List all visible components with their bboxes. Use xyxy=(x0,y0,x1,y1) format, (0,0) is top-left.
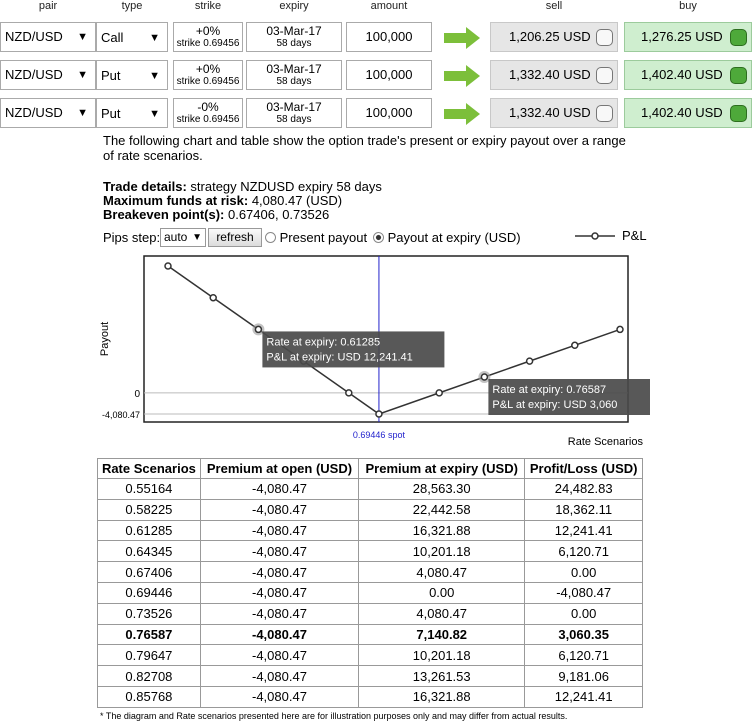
table-cell: 0.73526 xyxy=(98,603,201,624)
table-cell: 6,120.71 xyxy=(525,541,643,562)
table-cell: -4,080.47 xyxy=(200,686,358,707)
table-cell: 7,140.82 xyxy=(359,624,525,645)
buy-price[interactable]: 1,402.40 USD xyxy=(624,60,752,90)
column-header: Profit/Loss (USD) xyxy=(525,459,643,479)
header-sell: sell xyxy=(545,0,563,12)
header-type: type xyxy=(121,0,143,12)
table-row xyxy=(98,686,643,707)
table-cell: 0.67406 xyxy=(98,562,201,583)
trade-row xyxy=(0,22,754,58)
header-buy: buy xyxy=(679,0,697,12)
table-cell: -4,080.47 xyxy=(200,479,358,500)
table-row xyxy=(98,582,643,603)
table-cell: 0.82708 xyxy=(98,666,201,687)
buy-price[interactable]: 1,402.40 USD xyxy=(624,98,752,128)
table-cell: -4,080.47 xyxy=(200,499,358,520)
data-point xyxy=(376,411,382,417)
legend-label: P&L xyxy=(622,228,647,243)
arrow-right-icon xyxy=(444,27,480,49)
amount-input[interactable]: 100,000 xyxy=(346,98,432,128)
column-header: Premium at expiry (USD) xyxy=(359,459,525,479)
tooltip-line: P&L at expiry: USD 12,241.41 xyxy=(266,351,413,364)
table-cell: 6,120.71 xyxy=(525,645,643,666)
amount-input[interactable]: 100,000 xyxy=(346,60,432,90)
type-select[interactable]: Put ▼ xyxy=(96,98,168,128)
column-header: Rate Scenarios xyxy=(98,459,201,479)
chevron-down-icon: ▼ xyxy=(77,69,88,81)
expiry-field[interactable]: 03-Mar-17 58 days xyxy=(246,60,342,90)
trade-row xyxy=(0,60,754,96)
checkbox-icon[interactable] xyxy=(596,29,613,46)
table-row xyxy=(98,562,643,583)
pair-select[interactable]: NZD/USD ▼ xyxy=(0,60,96,90)
tooltip-line: Rate at expiry: 0.76587 xyxy=(492,384,607,397)
table-cell: 0.58225 xyxy=(98,499,201,520)
table-cell: 9,181.06 xyxy=(525,666,643,687)
chevron-down-icon: ▼ xyxy=(149,108,160,120)
table-cell: 10,201.18 xyxy=(359,645,525,666)
data-point xyxy=(617,326,623,332)
refresh-button[interactable]: refresh xyxy=(208,228,262,247)
intro-line-2: of rate scenarios. xyxy=(103,148,203,163)
table-cell: 0.64345 xyxy=(98,541,201,562)
chevron-down-icon: ▼ xyxy=(149,32,160,44)
chevron-down-icon: ▼ xyxy=(192,232,202,243)
table-row xyxy=(98,541,643,562)
payout-chart xyxy=(90,254,650,450)
checkbox-icon[interactable] xyxy=(596,105,613,122)
y-axis-label: Payout xyxy=(99,321,111,357)
table-row xyxy=(98,666,643,687)
table-cell: -4,080.47 xyxy=(200,645,358,666)
buy-price[interactable]: 1,276.25 USD xyxy=(624,22,752,52)
present-payout-radio[interactable]: Present payout xyxy=(265,230,367,245)
expiry-payout-radio[interactable]: Payout at expiry (USD) xyxy=(373,230,521,245)
strike-field[interactable]: +0% strike 0.69456 xyxy=(173,60,243,90)
table-row xyxy=(98,499,643,520)
sell-price[interactable]: 1,206.25 USD xyxy=(490,22,618,52)
type-select[interactable]: Call ▼ xyxy=(96,22,168,52)
table-cell: -4,080.47 xyxy=(200,603,358,624)
tooltip-line: Rate at expiry: 0.61285 xyxy=(266,336,381,349)
table-cell: -4,080.47 xyxy=(525,582,643,603)
footnote: * The diagram and Rate scenarios presented here are for illustration purposes only and may differ from actual results. xyxy=(100,711,568,721)
table-cell: 0.79647 xyxy=(98,645,201,666)
x-axis-label: Rate Scenarios xyxy=(567,436,643,448)
table-row xyxy=(98,645,643,666)
table-cell: 0.76587 xyxy=(98,624,201,645)
table-row xyxy=(98,520,643,541)
checkbox-icon[interactable] xyxy=(596,67,613,84)
expiry-field[interactable]: 03-Mar-17 58 days xyxy=(246,98,342,128)
table-cell: 0.85768 xyxy=(98,686,201,707)
table-cell: -4,080.47 xyxy=(200,624,358,645)
chevron-down-icon: ▼ xyxy=(149,70,160,82)
max-funds: Maximum funds at risk: 4,080.47 (USD) xyxy=(103,193,343,208)
table-cell: 0.69446 xyxy=(98,582,201,603)
checkbox-checked-icon[interactable] xyxy=(730,67,747,84)
scenario-table xyxy=(97,458,643,708)
table-cell: 22,442.58 xyxy=(359,499,525,520)
table-cell: -4,080.47 xyxy=(200,562,358,583)
table-cell: 13,261.53 xyxy=(359,666,525,687)
table-row xyxy=(98,624,643,645)
table-cell: 16,321.88 xyxy=(359,686,525,707)
data-point xyxy=(210,295,216,301)
radio-checked-icon xyxy=(373,232,384,243)
type-select[interactable]: Put ▼ xyxy=(96,60,168,90)
table-cell: -4,080.47 xyxy=(200,541,358,562)
table-cell: 0.55164 xyxy=(98,479,201,500)
table-row xyxy=(98,603,643,624)
table-cell: -4,080.47 xyxy=(200,666,358,687)
pips-label: Pips step: xyxy=(103,230,161,245)
table-cell: 24,482.83 xyxy=(525,479,643,500)
chevron-down-icon: ▼ xyxy=(77,31,88,43)
sell-price[interactable]: 1,332.40 USD xyxy=(490,98,618,128)
table-cell: 10,201.18 xyxy=(359,541,525,562)
checkbox-checked-icon[interactable] xyxy=(730,105,747,122)
amount-input[interactable]: 100,000 xyxy=(346,22,432,52)
data-point xyxy=(436,390,442,396)
checkbox-checked-icon[interactable] xyxy=(730,29,747,46)
table-cell: 0.00 xyxy=(359,582,525,603)
chevron-down-icon: ▼ xyxy=(77,107,88,119)
table-cell: 12,241.41 xyxy=(525,686,643,707)
data-point xyxy=(527,358,533,364)
header-pair: pair xyxy=(38,0,58,12)
data-point xyxy=(346,390,352,396)
pair-select[interactable]: NZD/USD ▼ xyxy=(0,98,96,128)
strike-field[interactable]: +0% strike 0.69456 xyxy=(173,22,243,52)
table-cell: 18,362.11 xyxy=(525,499,643,520)
sell-price[interactable]: 1,332.40 USD xyxy=(490,60,618,90)
table-cell: 4,080.47 xyxy=(359,562,525,583)
table-cell: 12,241.41 xyxy=(525,520,643,541)
intro-line-1: The following chart and table show the option trade's present or expiry payout over a range xyxy=(103,133,626,148)
pips-select[interactable]: auto ▼ xyxy=(160,228,206,247)
y-tick-label: 0 xyxy=(134,388,140,400)
expiry-field[interactable]: 03-Mar-17 58 days xyxy=(246,22,342,52)
strike-field[interactable]: -0% strike 0.69456 xyxy=(173,98,243,128)
pair-select[interactable]: NZD/USD ▼ xyxy=(0,22,96,52)
trade-row xyxy=(0,98,754,134)
header-strike: strike xyxy=(194,0,222,12)
y-tick-label: -4,080.47 xyxy=(101,410,140,420)
table-cell: 0.61285 xyxy=(98,520,201,541)
data-point xyxy=(165,263,171,269)
table-cell: 0.00 xyxy=(525,603,643,624)
table-cell: 0.00 xyxy=(525,562,643,583)
header-expiry: expiry xyxy=(279,0,309,12)
table-cell: 16,321.88 xyxy=(359,520,525,541)
arrow-right-icon xyxy=(444,65,480,87)
arrow-right-icon xyxy=(444,103,480,125)
table-row xyxy=(98,479,643,500)
pips-controls xyxy=(103,228,743,248)
data-point xyxy=(481,374,487,380)
data-point xyxy=(572,342,578,348)
breakeven: Breakeven point(s): 0.67406, 0.73526 xyxy=(103,207,330,222)
radio-icon xyxy=(265,232,276,243)
table-cell: 3,060.35 xyxy=(525,624,643,645)
column-header: Premium at open (USD) xyxy=(200,459,358,479)
trade-details: Trade details: strategy NZDUSD expiry 58 days xyxy=(103,179,382,194)
tooltip-line: P&L at expiry: USD 3,060 xyxy=(492,399,618,412)
table-cell: 4,080.47 xyxy=(359,603,525,624)
spot-label: 0.69446 spot xyxy=(352,430,405,440)
table-cell: -4,080.47 xyxy=(200,520,358,541)
header-amount: amount xyxy=(370,0,408,12)
legend-line-icon xyxy=(575,230,619,242)
data-point xyxy=(255,326,261,332)
table-cell: 28,563.30 xyxy=(359,479,525,500)
table-cell: -4,080.47 xyxy=(200,582,358,603)
